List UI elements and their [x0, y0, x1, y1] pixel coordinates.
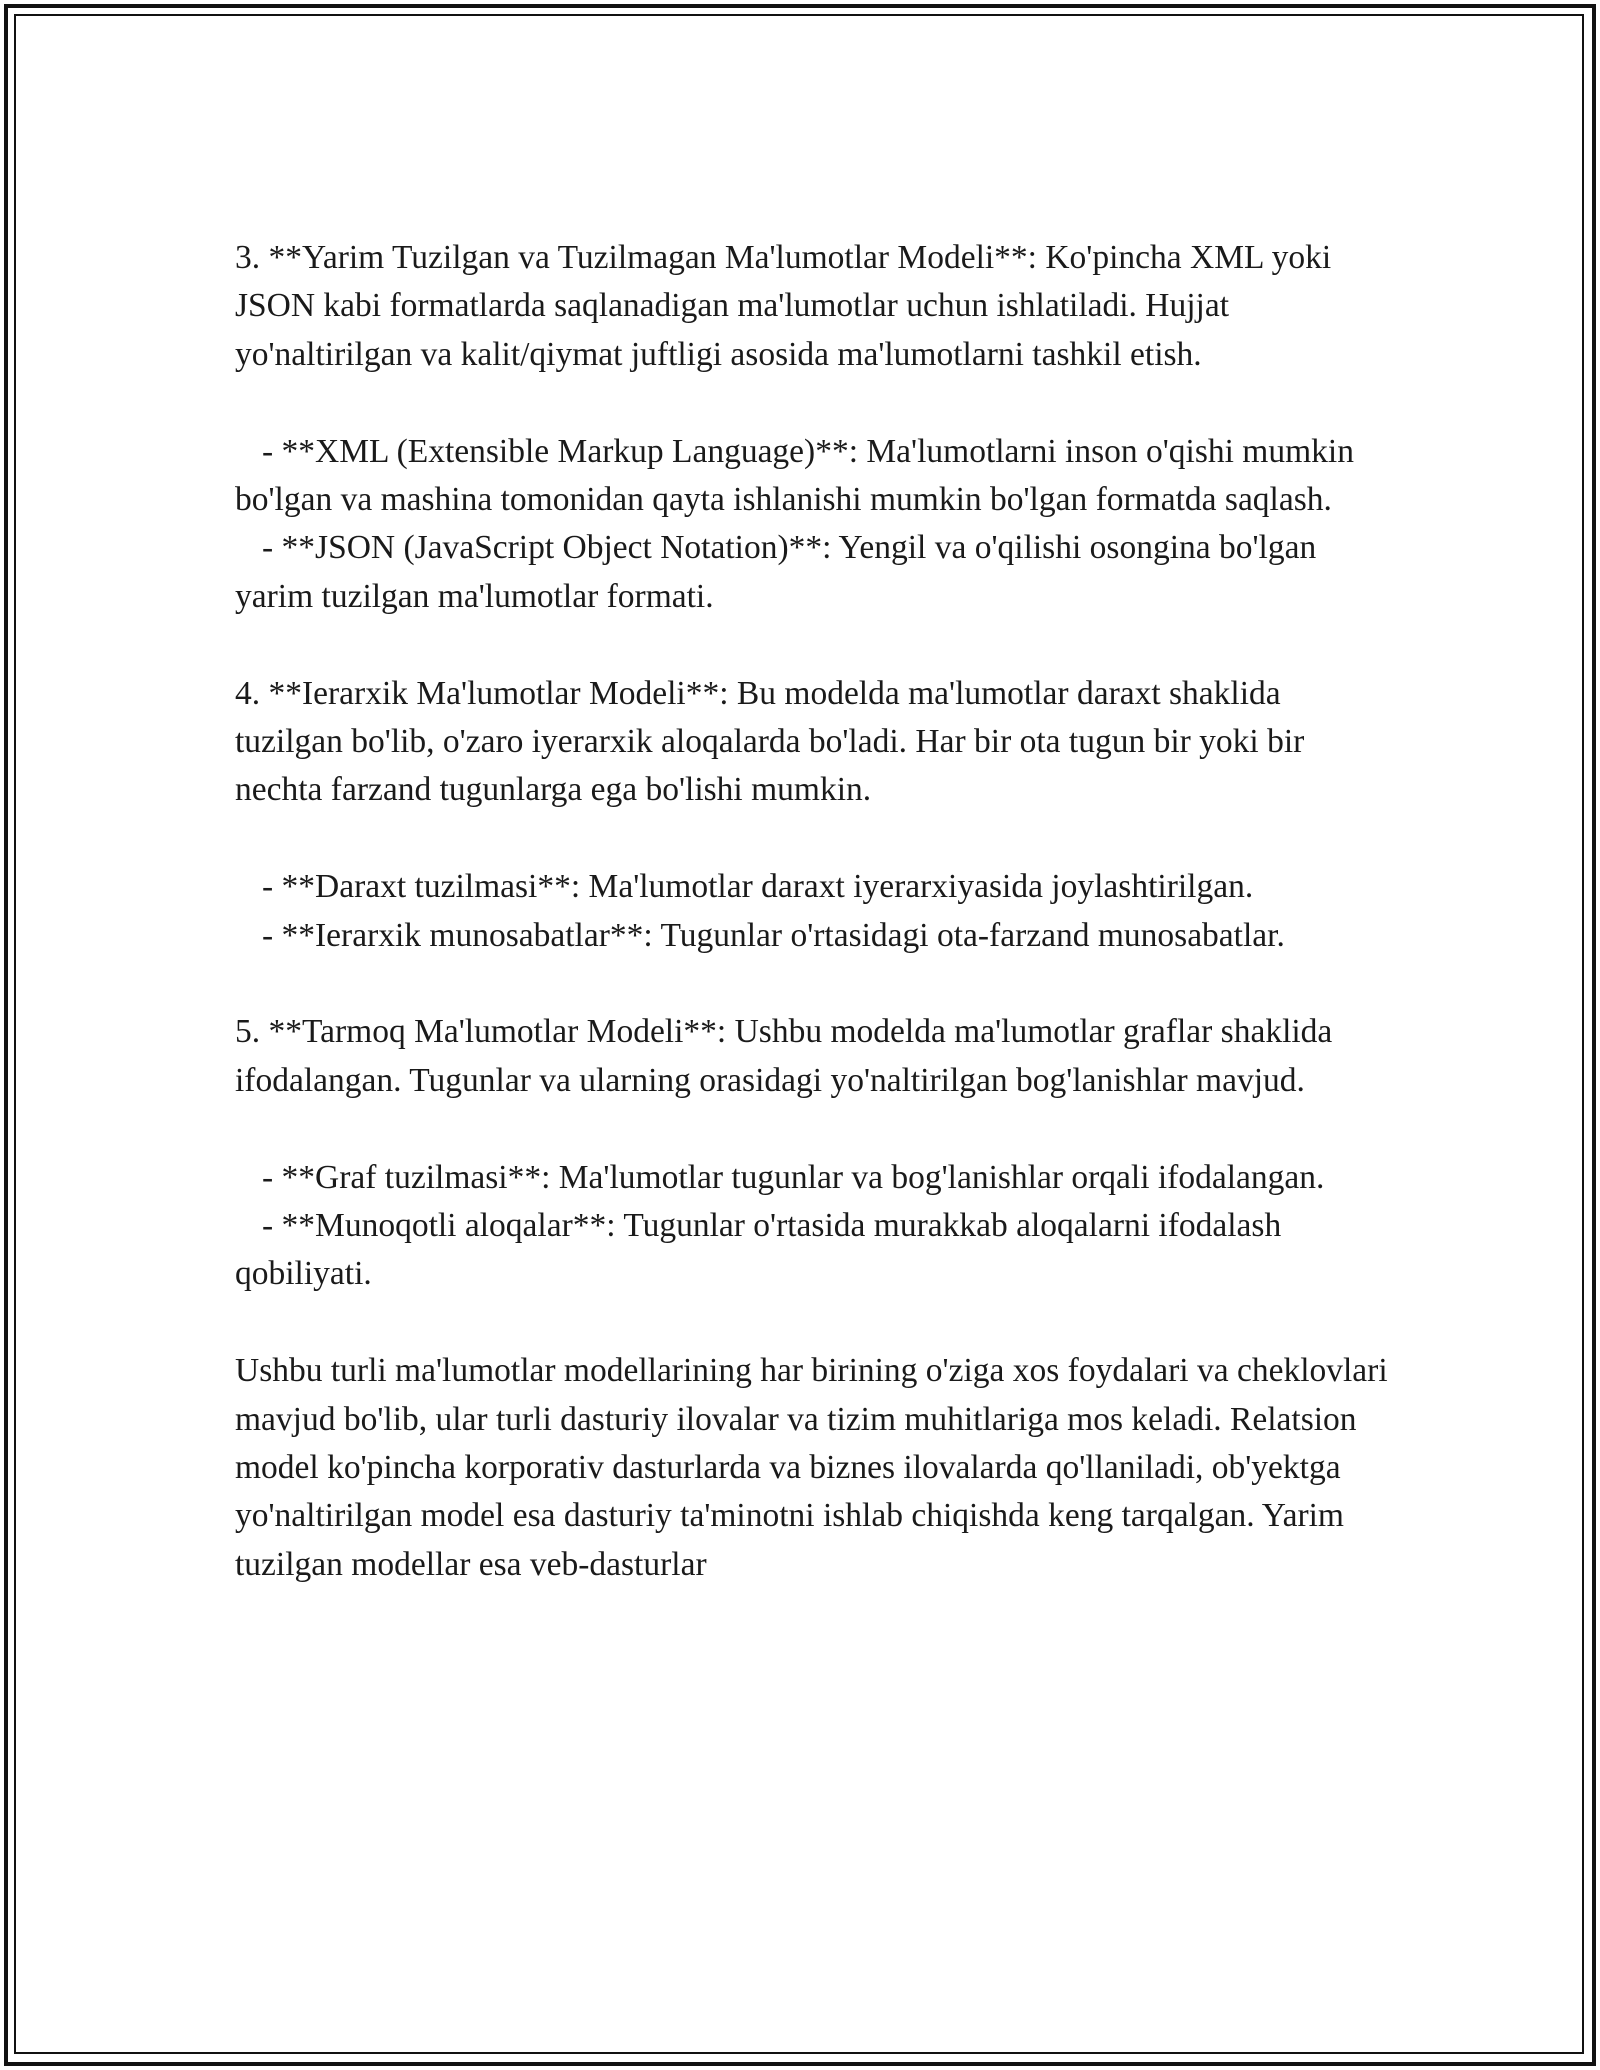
complex-relations-bullet: - **Munoqotli aloqalar**: Tugunlar o'rtasida murakkab aloqalarni ifodalash qobiliyati.	[235, 1207, 1282, 1293]
json-bullet: - **JSON (JavaScript Object Notation)**: Yengil va o'qilishi osongina bo'lgan yarim tuzilgan ma'lumotlar formati.	[235, 529, 1317, 615]
spacer	[235, 1299, 1395, 1347]
spacer	[235, 621, 1395, 669]
section-5-paragraph: 5. **Tarmoq Ma'lumotlar Modeli**: Ushbu modelda ma'lumotlar graflar shaklida ifodalangan. Tugunlar va ularning orasidagi yo'naltirilgan bog'lanishlar mavjud.	[235, 1013, 1333, 1099]
document-body	[235, 234, 1395, 1589]
hierarchical-relations-bullet: - **Ierarxik munosabatlar**: Tugunlar o'rtasidagi ota-farzand munosabatlar.	[262, 916, 1285, 954]
spacer	[235, 379, 1395, 427]
summary-paragraph: Ushbu turli ma'lumotlar modellarining har birining o'ziga xos foydalari va cheklovlari mavjud bo'lib, ular turli dasturiy ilovalar va tizim muhitlariga mos keladi. Relatsion model ko'pincha korporativ dasturlarda va biznes ilovalarda qo'llaniladi, ob'yektga yo'naltirilgan model esa dasturiy ta'minotni ishlab chiqishda keng tarqalgan. Yarim tuzilgan modellar esa veb-dasturlar	[235, 1352, 1388, 1583]
section-4-paragraph: 4. **Ierarxik Ma'lumotlar Modeli**: Bu modelda ma'lumotlar daraxt shaklida tuzilgan bo'lib, o'zaro iyerarxik aloqalarda bo'ladi. Har bir ota tugun bir yoki bir nechta farzand tugunlarga ega bo'lishi mumkin.	[235, 674, 1305, 809]
section-3-paragraph: 3. **Yarim Tuzilgan va Tuzilmagan Ma'lumotlar Modeli**: Ko'pincha XML yoki JSON kabi formatlarda saqlanadigan ma'lumotlar uchun ishlatiladi. Hujjat yo'naltirilgan va kalit/qiymat juftligi asosida ma'lumotlarni tashkil etish.	[235, 239, 1332, 373]
xml-bullet: - **XML (Extensible Markup Language)**: Ma'lumotlarni inson o'qishi mumkin bo'lgan va mashina tomonidan qayta ishlanishi mumkin bo'lgan formatda saqlash.	[235, 432, 1354, 519]
spacer	[235, 960, 1395, 1008]
spacer	[235, 815, 1395, 863]
spacer	[235, 1105, 1395, 1153]
tree-structure-bullet: - **Daraxt tuzilmasi**: Ma'lumotlar daraxt iyerarxiyasida joylashtirilgan.	[262, 868, 1254, 906]
graph-structure-bullet: - **Graf tuzilmasi**: Ma'lumotlar tugunlar va bog'lanishlar orqali ifodalangan.	[262, 1158, 1325, 1196]
